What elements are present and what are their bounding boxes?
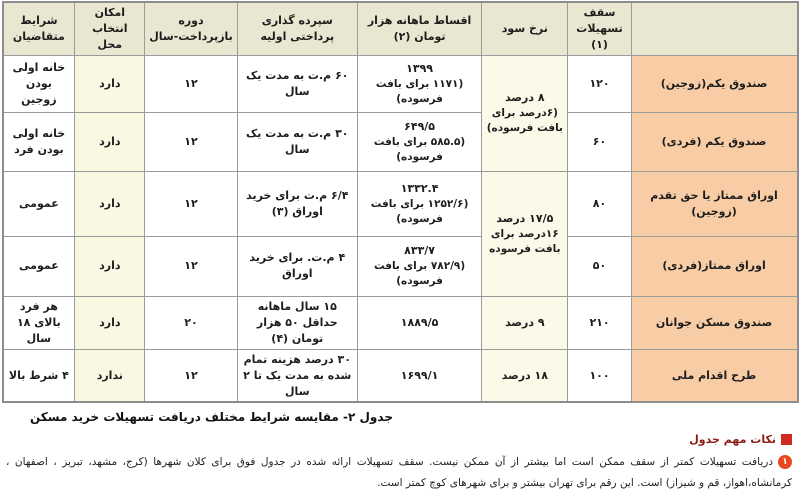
cell-ceiling: ۱۲۰ xyxy=(568,55,631,112)
table-row xyxy=(3,171,798,236)
cell-rate xyxy=(482,171,568,296)
table-row xyxy=(3,112,798,171)
cell-program: صندوق یکم (فردی) xyxy=(631,112,797,171)
cell-conditions: خانه اولی بودن زوجین xyxy=(3,55,75,112)
cell-period: ۱۲ xyxy=(145,171,237,236)
cell-program: اوراق ممتاز یا حق تقدم (زوجین) xyxy=(631,171,797,236)
table-row xyxy=(3,55,798,112)
rate-sub: (۶درصد برای بافت فرسوده) xyxy=(486,107,563,135)
cell-period: ۲۰ xyxy=(145,296,237,349)
cell-deposit: ۳۰ م.ت به مدت یک سال xyxy=(237,112,357,171)
cell-rate xyxy=(482,55,568,171)
header-installment: اقساط ماهانه هزار تومان (۲) xyxy=(357,2,481,55)
rate-main: ۸ درصد xyxy=(505,91,545,105)
cell-conditions: عمومی xyxy=(3,236,75,296)
rate-main: ۱۷/۵ درصد xyxy=(496,211,554,225)
cell-installment: ۱۶۹۹/۱ xyxy=(357,349,481,402)
cell-location: دارد xyxy=(75,296,145,349)
rate-sub: ۱۶درصد برای بافت فرسوده xyxy=(489,227,561,255)
header-period: دوره بازپرداخت-سال xyxy=(145,2,237,55)
cell-period: ۱۲ xyxy=(145,349,237,402)
cell-location: دارد xyxy=(75,171,145,236)
installment-main: ۶۴۹/۵ xyxy=(404,119,436,133)
cell-ceiling: ۲۱۰ xyxy=(568,296,631,349)
cell-conditions: خانه اولی بودن فرد xyxy=(3,112,75,171)
cell-program: صندوق یکم(زوجین) xyxy=(631,55,797,112)
cell-installment xyxy=(357,236,481,296)
red-square-icon xyxy=(781,434,792,445)
header-row xyxy=(3,2,798,55)
cell-period: ۱۲ xyxy=(145,55,237,112)
cell-location: ندارد xyxy=(75,349,145,402)
installment-sub: (۱۲۵۲/۶ برای بافت فرسوده) xyxy=(370,197,469,225)
cell-rate: ۹ درصد xyxy=(482,296,568,349)
cell-program: اوراق ممتاز(فردی) xyxy=(631,236,797,296)
installment-main: ۸۳۳/۷ xyxy=(404,244,436,258)
cell-program: صندوق مسکن جوانان xyxy=(631,296,797,349)
installment-sub: (۱۱۷۱ برای بافت فرسوده) xyxy=(375,77,464,105)
cell-deposit: ۳۰ درصد هزینه تمام شده به مدت یک تا ۲ سال xyxy=(237,349,357,402)
cell-installment: ۱۸۸۹/۵ xyxy=(357,296,481,349)
cell-period: ۱۲ xyxy=(145,112,237,171)
cell-deposit: ۱۵ سال ماهانه حداقل ۵۰ هزار تومان (۴) xyxy=(237,296,357,349)
cell-installment xyxy=(357,55,481,112)
cell-period: ۱۲ xyxy=(145,236,237,296)
table-caption: جدول ۲- مقایسه شرایط مختلف دریافت تسهیلات خرید مسکن xyxy=(30,410,393,425)
notes-section xyxy=(0,433,800,493)
cell-conditions: ۴ شرط بالا xyxy=(3,349,75,402)
cell-rate: ۱۸ درصد xyxy=(482,349,568,402)
header-deposit: سپرده گذاری پرداختی اولیه xyxy=(237,2,357,55)
header-ceiling: سقف تسهیلات (۱) xyxy=(568,2,631,55)
cell-conditions: عمومی xyxy=(3,171,75,236)
cell-location: دارد xyxy=(75,55,145,112)
cell-ceiling: ۵۰ xyxy=(568,236,631,296)
cell-installment xyxy=(357,112,481,171)
header-rate: نرخ سود xyxy=(482,2,568,55)
notes-title-label: نکات مهم جدول xyxy=(689,433,776,447)
table-row xyxy=(3,349,798,402)
cell-deposit: ۴ م.ت. برای خرید اوراق xyxy=(237,236,357,296)
installment-main: ۱۳۹۹ xyxy=(406,61,433,75)
cell-location: دارد xyxy=(75,112,145,171)
note-item xyxy=(6,452,792,493)
cell-deposit: ۶۰ م.ت به مدت یک سال xyxy=(237,55,357,112)
header-program xyxy=(631,2,797,55)
cell-program: طرح اقدام ملی xyxy=(631,349,797,402)
cell-installment xyxy=(357,171,481,236)
cell-location: دارد xyxy=(75,236,145,296)
installment-main: ۱۳۳۲.۴ xyxy=(400,181,439,195)
page xyxy=(0,1,800,489)
header-location: امکان انتخاب محل xyxy=(75,2,145,55)
cell-ceiling: ۸۰ xyxy=(568,171,631,236)
cell-ceiling: ۶۰ xyxy=(568,112,631,171)
installment-sub: (۵۸۵.۵ برای بافت فرسوده) xyxy=(373,135,466,163)
header-conditions: شرایط متقاضیان xyxy=(3,2,75,55)
table-row xyxy=(3,296,798,349)
cell-deposit: ۶/۴ م.ت برای خرید اوراق (۳) xyxy=(237,171,357,236)
cell-conditions: هر فرد بالای ۱۸ سال xyxy=(3,296,75,349)
installment-sub: (۷۸۲/۹ برای بافت فرسوده) xyxy=(373,260,466,288)
note-number-badge: ۱ xyxy=(778,455,792,469)
table-row xyxy=(3,236,798,296)
loan-comparison-table xyxy=(2,1,799,403)
note-text: دریافت تسهیلات کمتر از سقف ممکن است اما بیشتر از آن ممکن نیست. سقف تسهیلات ارائه شده در جدول فوق برای کلان شهرها (کرج، مشهد، تبریز ، اصفهان ، کرمانشاه،اهواز، قم و شیراز) است. این رقم برای تهران بیشتر و برای شهرهای کوچ کمتر است. xyxy=(6,456,792,489)
cell-ceiling: ۱۰۰ xyxy=(568,349,631,402)
notes-title xyxy=(6,433,792,446)
